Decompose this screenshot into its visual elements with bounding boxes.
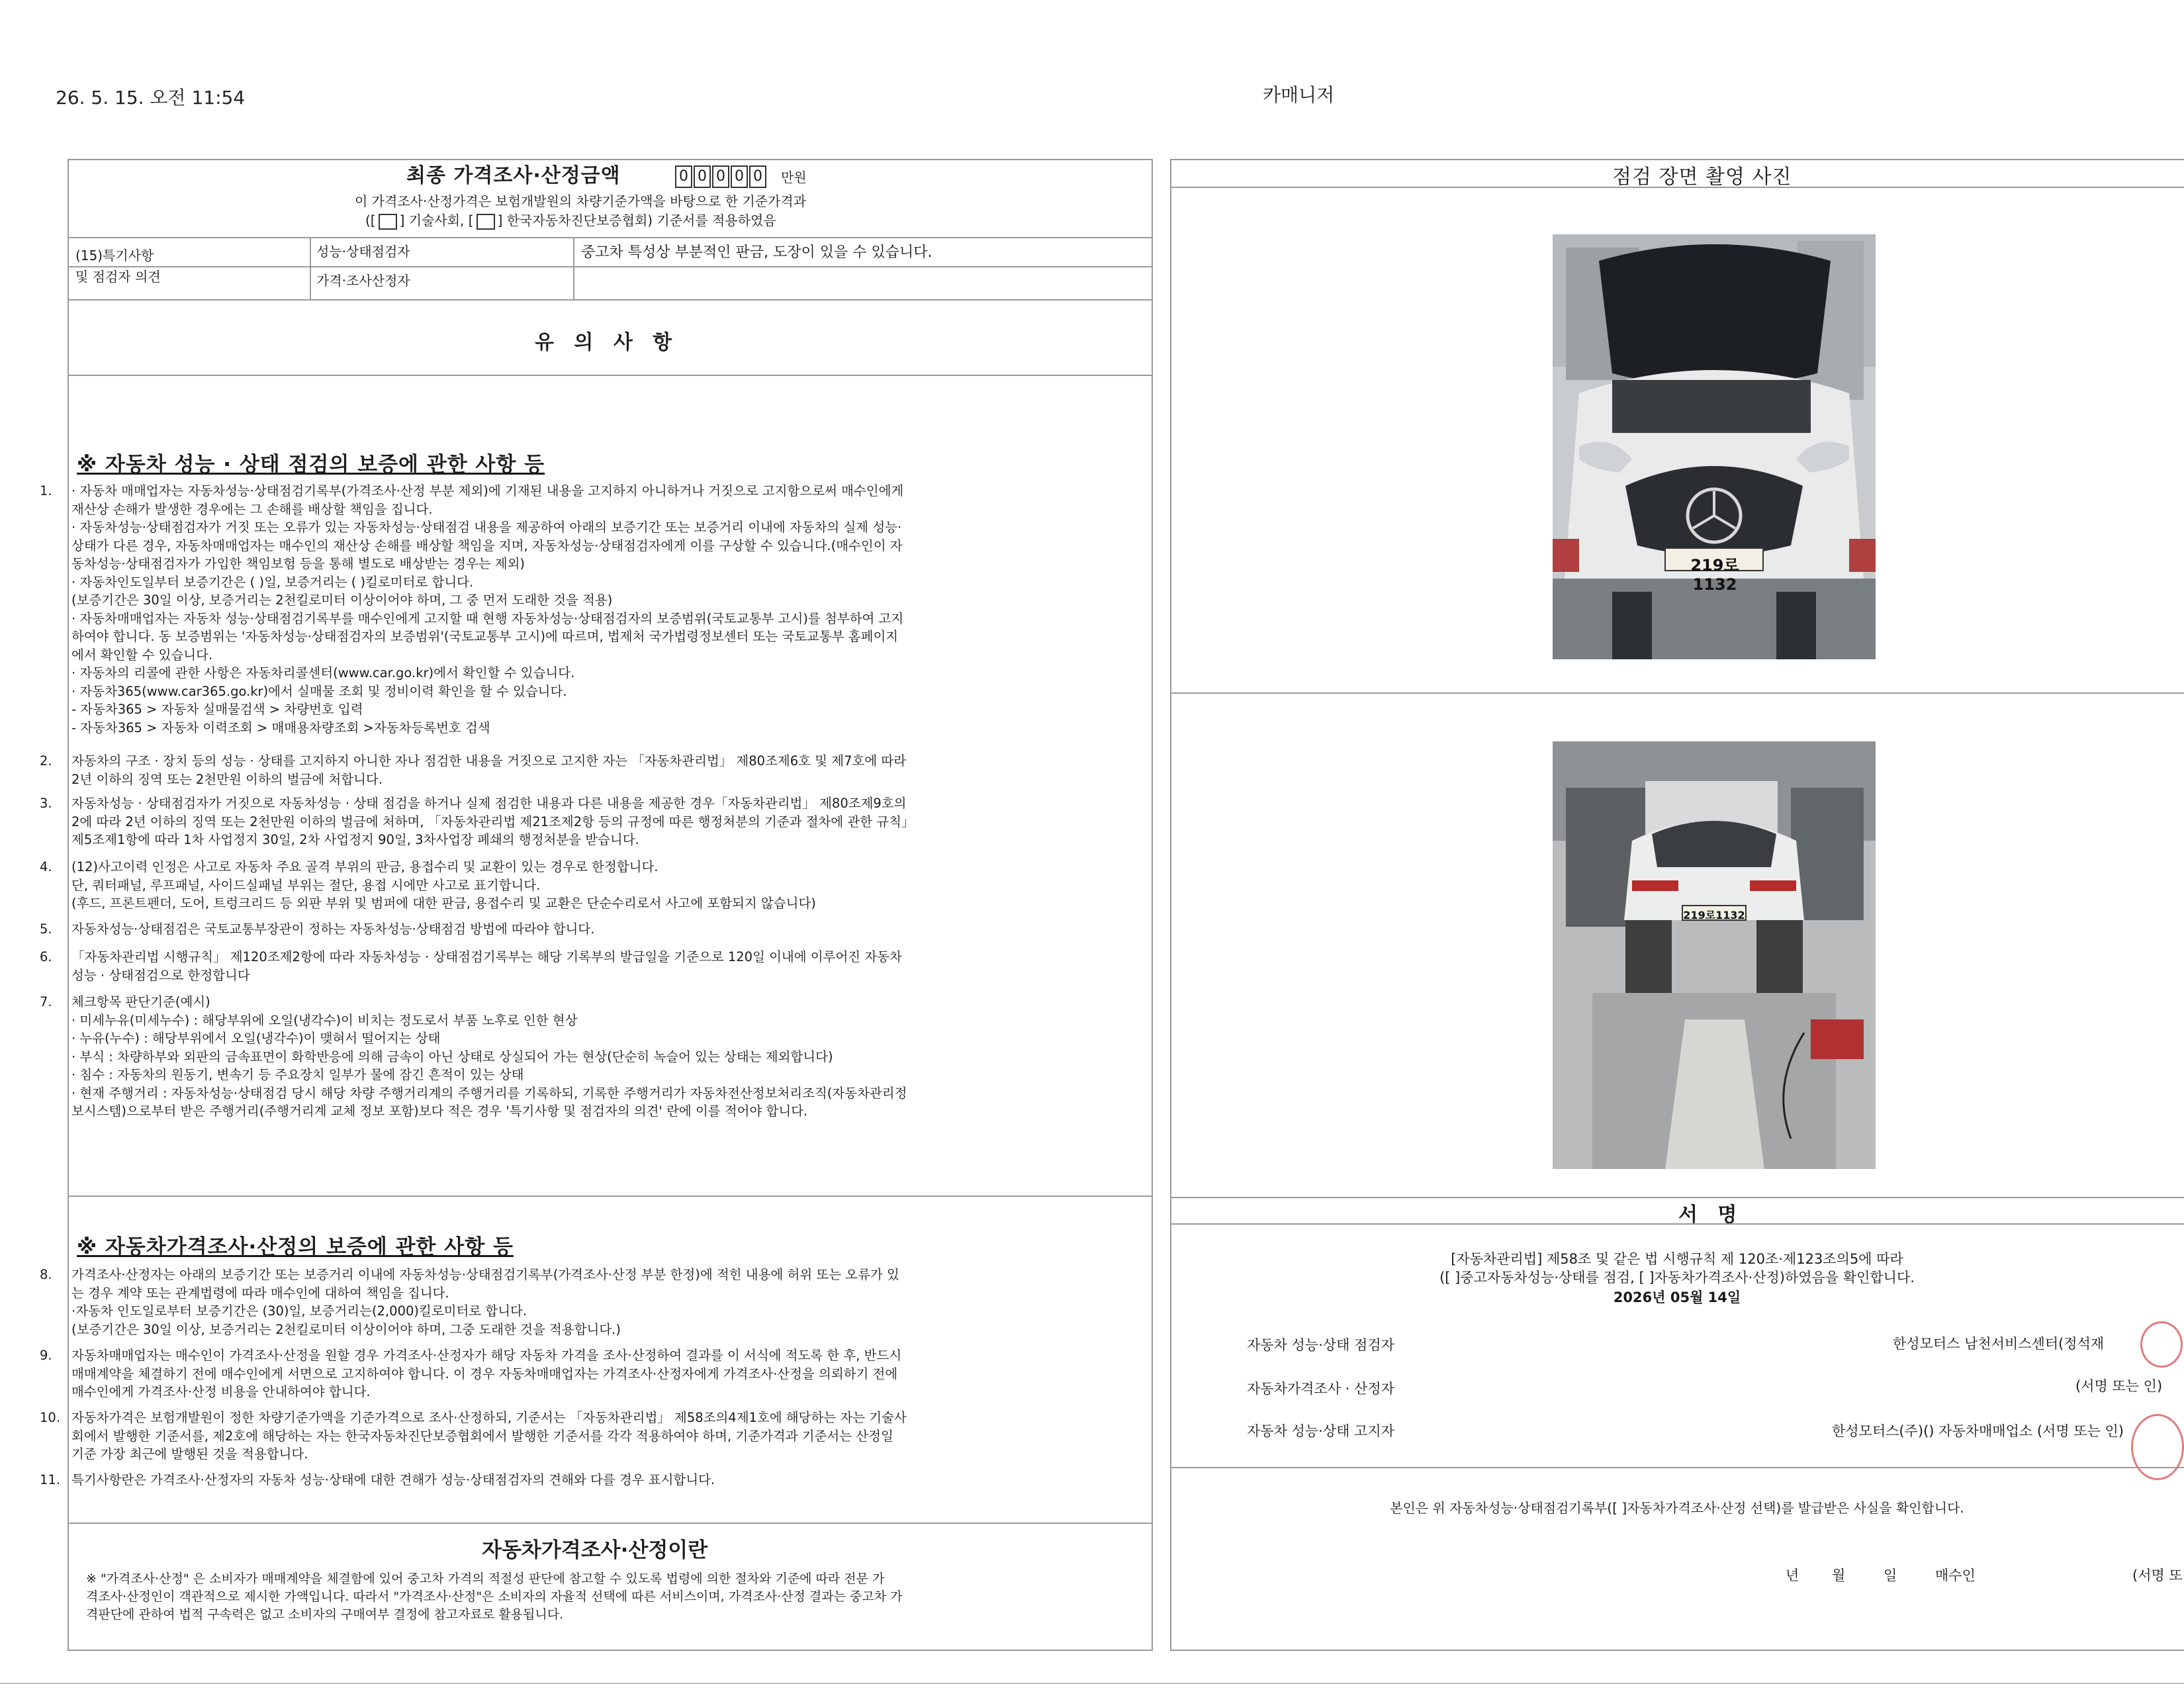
sign-row-inspector-value: 한성모터스 남천서비스센터(정석재 xyxy=(1893,1336,2105,1352)
definition-text xyxy=(86,1570,1145,1624)
sign-date: 2026년 05월 14일 xyxy=(1613,1289,1741,1305)
seal-stamp-upper xyxy=(2140,1321,2183,1368)
item-number: 10. xyxy=(40,1410,61,1425)
item-line: · 자동차365(www.car365.go.kr)에서 실매물 조회 및 정비이력 확인을 할 수 있습니다. xyxy=(71,683,567,699)
sign-row-appraiser-value: (서명 또는 인) xyxy=(2075,1378,2163,1394)
section1-heading: ※ 자동차 성능 · 상태 점검의 보증에 관한 사항 등 xyxy=(77,453,545,477)
final-amount-digits xyxy=(675,165,768,188)
definition-title: 자동차가격조사·산정이란 xyxy=(482,1538,708,1562)
item-line: (후드, 프론트펜더, 도어, 트렁크리드 등 외판 부위 및 범퍼에 대한 판금, 용접수리 및 교환은 단순수리로서 사고에 포함되지 않습니다) xyxy=(71,896,816,911)
item-line: 「자동차관리법 시행규칙」 제120조제2항에 따라 자동차성능 · 상태점검기록부는 해당 기록부의 발급일을 기준으로 120일 이내에 이루어진 자동차 xyxy=(71,949,902,964)
item-line: 특기사항란은 가격조사·산정자의 자동차 성능·상태에 대한 견해가 성능·상태점검자의 견해와 다를 경우 표시합니다. xyxy=(71,1472,715,1487)
notice-item xyxy=(40,858,1150,913)
buyer-day: 일 xyxy=(1884,1568,1897,1583)
site-name: 카매니저 xyxy=(1263,84,1335,106)
front-car-illustration xyxy=(1553,234,1876,659)
item-line: · 자동차인도일부터 보증기간은 ( )일, 보증거리는 ( )킬로미터로 합니다. xyxy=(71,574,474,590)
sign-receipt: 본인은 위 자동차성능·상태점검기록부([ ]자동차가격조사·산정 선택)를 발급받은 사실을 확인합니다. xyxy=(1390,1500,1964,1516)
photos-title: 점검 장면 촬영 사진 xyxy=(1612,165,1792,189)
amount-digit: 0 xyxy=(675,165,692,188)
notice-item xyxy=(40,993,1150,1121)
item-line: 단, 쿼터패널, 루프패널, 사이드실패널 부위는 절단, 용접 시에만 사고로 표기합니다. xyxy=(71,877,541,893)
notice-item xyxy=(40,794,1150,849)
item-line: 는 경우 계약 또는 관계법령에 따라 매수인에 대하여 책임을 집니다. xyxy=(71,1285,449,1301)
item-line: 2년 이하의 징역 또는 2천만원 이하의 벌금에 처합니다. xyxy=(71,771,383,787)
item-line: · 침수 : 자동차의 원동기, 변속기 등 주요장치 일부가 물에 잠긴 흔적이 있는 상태 xyxy=(71,1067,524,1082)
special-label-2: 및 점검자 의견 xyxy=(75,269,161,285)
final-amount-note-1: 이 가격조사·산정가격은 보험개발원의 차량기준가액을 바탕으로 한 기준가격과 xyxy=(355,193,807,209)
item-line: 하여야 합니다. 동 보증범위는 '자동차성능·상태점검자의 보증범위'(국토교통부 고시)에 따르며, 법제처 국가법령정보센터 또는 국토교통부 홈페이지 xyxy=(71,629,899,644)
item-line: 매매계약을 체결하기 전에 매수인에게 서면으로 고지하여야 합니다. 이 경우 자동차매매업자는 가격조사·산정자에게 가격조사·산정을 의뢰하기 전에 xyxy=(71,1366,898,1382)
checkbox-diagnosis-association[interactable] xyxy=(477,214,495,230)
item-line: 동차성능·상태점검자가 가입한 책임보험 등을 통해 별도로 배상받는 경우는 제외) xyxy=(71,556,525,571)
item-line: 에서 확인할 수 있습니다. xyxy=(71,647,213,663)
amount-digit: 0 xyxy=(731,165,748,188)
inspection-photo-rear xyxy=(1553,741,1876,1169)
rear-car-illustration xyxy=(1553,741,1876,1169)
item-number: 8. xyxy=(40,1267,52,1282)
item-line: (12)사고이력 인정은 사고로 자동차 주요 골격 부위의 판금, 용접수리 및 교환이 있는 경우로 한정합니다. xyxy=(71,859,659,874)
special-label-1: (15)특기사항 xyxy=(75,248,154,263)
item-number: 4. xyxy=(40,859,52,874)
item-line: · 부식 : 차량하부와 외판의 금속표면이 화학반응에 의해 금속이 아닌 상태로 상실되어 가는 현상(단순히 녹슬어 있는 상태는 제외합니다) xyxy=(71,1049,833,1064)
item-line: · 자동차의 리콜에 관한 사항은 자동차리콜센터(www.car.go.kr)에서 확인할 수 있습니다. xyxy=(71,665,575,680)
item-number: 9. xyxy=(40,1348,52,1363)
notice-item xyxy=(40,920,1150,939)
item-line: (보증기간은 30일 이상, 보증거리는 2천킬로미터 이상이어야 하며, 그중 도래한 것을 적용합니다.) xyxy=(71,1321,621,1337)
item-line: · 누유(누수) : 해당부위에서 오일(냉각수)이 맺혀서 떨어지는 상태 xyxy=(71,1031,441,1046)
item-line: 자동차의 구조 · 장치 등의 성능 · 상태를 고지하지 아니한 자나 점검한 내용을 거짓으로 고지한 자는 「자동차관리법」 제80조제6호 및 제7호에 따라 xyxy=(71,753,907,769)
notice-item xyxy=(40,1471,1150,1489)
sign-row-notifier-label: 자동차 성능·상태 고지자 xyxy=(1247,1423,1394,1439)
final-amount-title: 최종 가격조사·산정금액 xyxy=(406,164,621,187)
sign-row-inspector-label: 자동차 성능·상태 점검자 xyxy=(1247,1337,1394,1353)
item-line: 자동차가격은 보험개발원이 정한 차량기준가액을 기준가격으로 조사·산정하되, 기준서는 「자동차관리법」 제58조의4제1호에 해당하는 자는 기술사 xyxy=(71,1410,907,1425)
notice-item xyxy=(40,752,1150,788)
item-number: 3. xyxy=(40,796,52,811)
item-line: 체크항목 판단기준(예시) xyxy=(71,994,210,1009)
sign-law-line-2: ([ ]중고자동차성능·상태를 점검, [ ]자동차가격조사·산정)하였음을 확인합니다. xyxy=(1439,1270,1915,1286)
item-number: 1. xyxy=(40,483,52,498)
final-amount-unit: 만원 xyxy=(781,169,807,185)
buyer-sign: (서명 또 xyxy=(2132,1568,2183,1583)
note-text-a: ([ xyxy=(365,212,376,228)
item-line: · 자동차매매업자는 자동차 성능·상태점검기록부를 매수인에게 고지할 때 현행 자동차성능·상태점검자의 보증범위(국토교통부 고시)를 첨부하여 고지 xyxy=(71,610,904,626)
buyer-year: 년 xyxy=(1786,1568,1799,1583)
print-datetime: 26. 5. 15. 오전 11:54 xyxy=(56,87,246,109)
special-role-appraiser: 가격·조사산정자 xyxy=(316,273,410,289)
definition-line: 격조사·산정인이 객관적으로 제시한 가액입니다. 따라서 "가격조사·산정"은 소비자의 자율적 선택에 따른 서비스이며, 가격조사·산정 결과는 중고차 가 xyxy=(86,1589,903,1604)
notice-item xyxy=(40,1346,1150,1401)
item-line: · 자동차성능·상태점검자가 거짓 또는 오류가 있는 자동차성능·상태점검 내용을 제공하여 아래의 보증기간 또는 보증거리 이내에 자동차의 실제 성능· xyxy=(71,520,902,535)
item-number: 5. xyxy=(40,921,52,937)
item-number: 2. xyxy=(40,753,52,769)
special-opinion-inspector: 중고차 특성상 부분적인 판금, 도장이 있을 수 있습니다. xyxy=(581,244,933,261)
item-line: 보시스템)으로부터 받은 주행거리(주행거리계 교체 정보 포함)보다 적은 경우 '특기사항 및 점검자의 의견' 란에 이를 적어야 합니다. xyxy=(71,1103,808,1119)
signature-title: 서 명 xyxy=(1678,1203,1737,1227)
item-line: 상태가 다른 경우, 자동차매매업자는 매수인의 재산상 손해를 배상할 책임을 지며, 자동차성능·상태점검자에게 이를 구상할 수 있습니다.(매수인이 자 xyxy=(71,538,903,553)
item-line: 자동차매매업자는 매수인이 가격조사·산정을 원할 경우 가격조사·산정자가 해당 자동차 가격을 조사·산정하여 결과를 이 서식에 적도록 한 후, 반드시 xyxy=(71,1348,902,1363)
note-text-b: ] 기술사회, [ xyxy=(399,212,474,228)
checkbox-technical-society[interactable] xyxy=(379,214,397,230)
item-line: - 자동차365 > 자동차 실매물검색 > 차량번호 입력 xyxy=(71,702,363,717)
sign-law-line-1: [자동차관리법] 제58조 및 같은 법 시행규칙 제 120조·제123조의5에 따라 xyxy=(1451,1251,1903,1267)
item-line: 성능 · 상태점검으로 한정합니다 xyxy=(71,967,250,983)
notice-item xyxy=(40,482,1150,737)
section2-heading: ※ 자동차가격조사·산정의 보증에 관한 사항 등 xyxy=(77,1235,514,1259)
buyer-month: 월 xyxy=(1832,1568,1846,1583)
item-number: 11. xyxy=(40,1472,61,1487)
item-line: 회에서 발행한 기준서를, 제2호에 해당하는 자는 한국자동차진단보증협회에서 발행한 기준서를 각각 적용하여야 하며, 기준가격과 기준서는 산정일 xyxy=(71,1428,893,1444)
plate-front: 219로 1132 xyxy=(1690,556,1739,594)
inspection-photo-front xyxy=(1553,234,1876,659)
item-number: 6. xyxy=(40,949,52,964)
definition-line: ※ "가격조사·산정" 은 소비자가 매매계약을 체결함에 있어 중고차 가격의 적절성 판단에 참고할 수 있도록 법령에 의한 절차와 기준에 따라 전문 가 xyxy=(86,1571,885,1586)
seal-stamp-lower xyxy=(2131,1414,2184,1480)
notice-title: 유 의 사 항 xyxy=(535,331,673,354)
item-line: 기준 가장 최근에 발행된 것을 적용합니다. xyxy=(71,1446,308,1462)
special-role-inspector: 성능·상태점검자 xyxy=(316,244,410,259)
notice-item xyxy=(40,948,1150,984)
item-number: 7. xyxy=(40,994,52,1009)
amount-digit: 0 xyxy=(749,165,766,188)
note-text-c: ] 한국자동차진단보증협회) 기준서를 적용하였음 xyxy=(497,212,776,228)
item-line: (보증기간은 30일 이상, 보증거리는 2천킬로미터 이상이어야 하며, 그 중 먼저 도래한 것을 적용) xyxy=(71,592,613,608)
item-line: 매수인에게 가격조사·산정 비용을 안내하여야 합니다. xyxy=(71,1384,371,1399)
item-line: 2에 따라 2년 이하의 징역 또는 2천만원 이하의 벌금에 처하며, 「자동차관리법 제21조제2항 등의 규정에 따른 행정처분의 기준과 절차에 관한 규칙」 xyxy=(71,814,915,829)
item-line: · 현재 주행거리 : 자동차성능·상태점검 당시 해당 차량 주행거리계의 주행거리를 기록하되, 기록한 주행거리가 자동차전산정보처리조직(자동차관리정 xyxy=(71,1085,907,1101)
final-amount-note-2 xyxy=(365,211,776,230)
item-line: - 자동차365 > 자동차 이력조회 > 매매용차량조회 >자동차등록번호 검색 xyxy=(71,720,490,735)
item-line: 자동차성능 · 상태점검자가 거짓으로 자동차성능 · 상태 점검을 하거나 실제 점검한 내용과 다른 내용을 제공한 경우「자동차관리법」 제80조제9호의 xyxy=(71,796,907,811)
notice-item xyxy=(40,1266,1150,1338)
item-line: ·자동차 인도일로부터 보증기간은 (30)일, 보증거리는(2,000)킬로미터로 합니다. xyxy=(71,1303,527,1319)
item-line: 재산상 손해가 발생한 경우에는 그 손해를 배상할 책임을 집니다. xyxy=(71,501,433,517)
item-line: 자동차성능·상태점검은 국토교통부장관이 정하는 자동차성능·상태점검 방법에 따라야 합니다. xyxy=(71,921,595,937)
item-line: · 자동차 매매업자는 자동차성능·상태점검기록부(가격조사·산정 부분 제외)에 기재된 내용을 고지하지 아니하거나 거짓으로 고지함으로써 매수인에게 xyxy=(71,483,904,498)
buyer-label: 매수인 xyxy=(1935,1568,1976,1583)
amount-digit: 0 xyxy=(712,165,729,188)
item-line: · 미세누유(미세누수) : 해당부위에 오일(냉각수)이 비치는 정도로서 부품 노후로 인한 현상 xyxy=(71,1012,578,1028)
notice-item xyxy=(40,1409,1150,1464)
sign-row-appraiser-label: 자동차가격조사 · 산정자 xyxy=(1247,1381,1394,1397)
sign-row-notifier-value: 한성모터스(주)() 자동차매매업소 (서명 또는 인) xyxy=(1832,1423,2124,1439)
item-line: 제5조제1항에 따라 1차 사업정지 30일, 2차 사업정지 90일, 3차사업장 폐쇄의 행정처분을 받습니다. xyxy=(71,832,639,847)
definition-line: 격판단에 관하여 법적 구속력은 없고 소비자의 구매여부 결정에 참고자료로 활용됩니다. xyxy=(86,1607,564,1622)
item-line: 가격조사·산정자는 아래의 보증기간 또는 보증거리 이내에 자동차성능·상태점검기록부(가격조사·산정 부분 한정)에 적힌 내용에 허위 또는 오류가 있 xyxy=(71,1267,899,1282)
plate-rear: 219로1132 xyxy=(1683,909,1745,921)
amount-digit: 0 xyxy=(694,165,711,188)
